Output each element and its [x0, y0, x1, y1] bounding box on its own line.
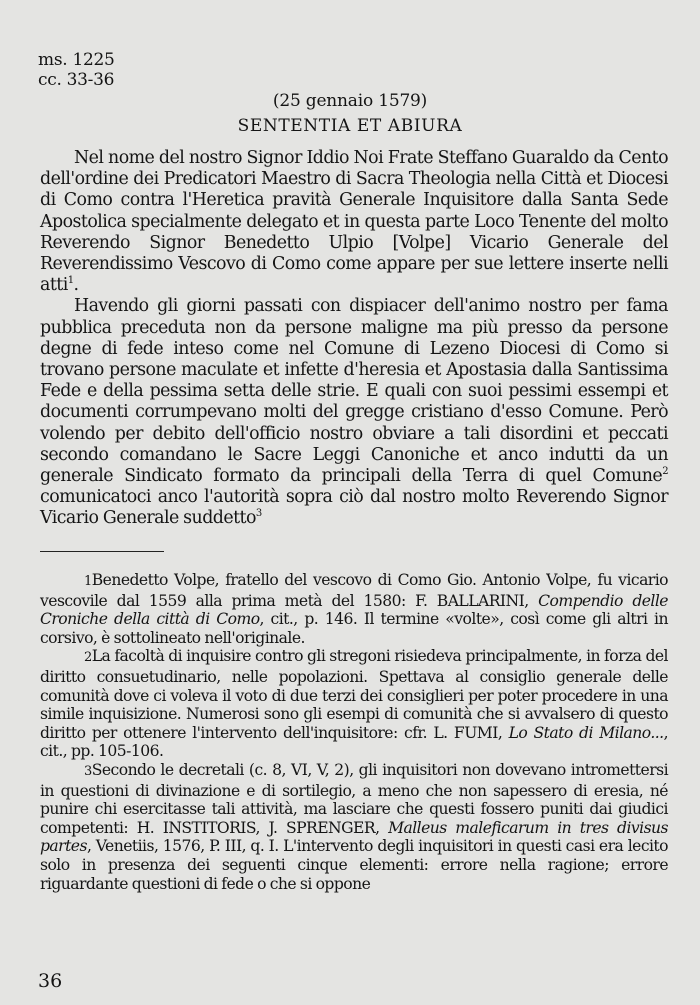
footnote [40, 761, 668, 893]
paragraph [40, 148, 668, 296]
footnote-number: 3 [84, 763, 92, 779]
paragraph-text: Nel nome del nostro Signor Iddio Noi Frate Steffano Guaraldo da Cento dell'ordine dei Predicatori Maestro di Sacra Theologia nella Città et Diocesi di Como contra l'Heretica pravità Generale Inquisitore dalla Santa Sede Apostolica specialmente delegato et in questa parte Loco Tenente del molto Reverendo Signor Benedetto Ulpio [Volpe] Vicario Generale del Reverendissimo Vescovo di Como come appare per sue lettere inserte nelli atti [40, 148, 668, 296]
footnote-title: Lo Stato di Milano... [508, 723, 664, 742]
document-title: SENTENTIA ET ABIURA [237, 116, 463, 136]
footnotes [40, 571, 668, 893]
footnote-text: Secondo le decretali (c. 8, VI, V, 2), gli inquisitori non dovevano intromettersi in questioni di divinazione e di sortilegio, a meno che non sapessero di eresia, né punire chi esercitasse tali attività, ma lasciare che questi fossero puniti dai giudici competenti: H. INSTITORIS, J. SPRENGER, [40, 760, 668, 837]
footnote-ref: 3 [255, 508, 262, 520]
footnote-number: 2 [84, 650, 92, 666]
footnote-title: Compendio delle Croniche della città di Como [40, 591, 668, 629]
footnote-text: , cit., p. 146. Il termine «volte», così come gli altri in corsivo, è sottolineato nell'originale. [40, 610, 668, 647]
document-date: (25 gennaio 1579) [272, 91, 428, 111]
footnote-text: La facoltà di inquisire contro gli stregoni risiedeva principalmente, in forza del diritto consuetudinario, nelle popolazioni. Spettava al consiglio generale delle comunità dove ci voleva il voto di due terzi dei consiglieri per poter procedere in una simile inquisizione. Numerosi sono gli esempi di comunità che si avvalsero di questo diritto per ottenere l'intervento dell'inquisitore: cfr. L. FUMI, [40, 647, 668, 742]
paragraph-text: Havendo gli giorni passati con dispiacer dell'animo nostro per fama pubblica preceduta non da persone maligne ma più presso da persone degne di fede inteso come nel Comune di Lezeno Diocesi di Como si trovano persone maculate et infette d'heresia et Apostasia dalla Santissima Fede e della pessima setta delle strie. E quali con suoi pessimi essempi et documenti corrumpevano molti del gregge cristiano d'esso Comune. Però volendo per debito dell'officio nostro obviare a tali disordini et peccati secondo comandano le Sacre Leggi Canoniche et anco indutti da un generale Sindicato formato da principali della Terra di quel Comune [40, 296, 668, 487]
paragraph-text: comunicatoci anco l'autorità sopra ciò dal nostro molto Reverendo Signor Vicario Generale suddetto [40, 487, 668, 529]
footnote [40, 647, 668, 761]
footnote-ref: 1 [67, 275, 74, 287]
manuscript-number: ms. 1225 [38, 50, 115, 70]
footnote-separator [40, 551, 164, 552]
page-number: 36 [38, 970, 63, 992]
footnote-ref: 2 [662, 466, 668, 478]
footnote-number: 1 [84, 574, 92, 589]
manuscript-reference [38, 50, 115, 90]
manuscript-folios: cc. 33-36 [38, 70, 115, 90]
footnote [40, 571, 668, 647]
paragraph-end: . [73, 275, 79, 296]
footnote-text: , Venetiis, 1576, P. III, q. I. L'intervento degli inquisitori in questi casi era lecito solo in presenza dei seguenti cinque elementi: errore nella ragione; errore riguardante questioni di fede o che si oppone [40, 837, 668, 893]
paragraph [40, 296, 668, 529]
main-text [40, 148, 668, 530]
footnote-title: Malleus maleficarum in tres divisus partes [40, 818, 669, 856]
footnote-text: Benedetto Volpe, fratello del vescovo di Como Gio. Antonio Volpe, fu vicario vescovile dal 1559 alla prima metà del 1580: F. BALLARINI, [40, 571, 668, 610]
footnote-text: , cit., pp. 105-106. [40, 723, 668, 761]
